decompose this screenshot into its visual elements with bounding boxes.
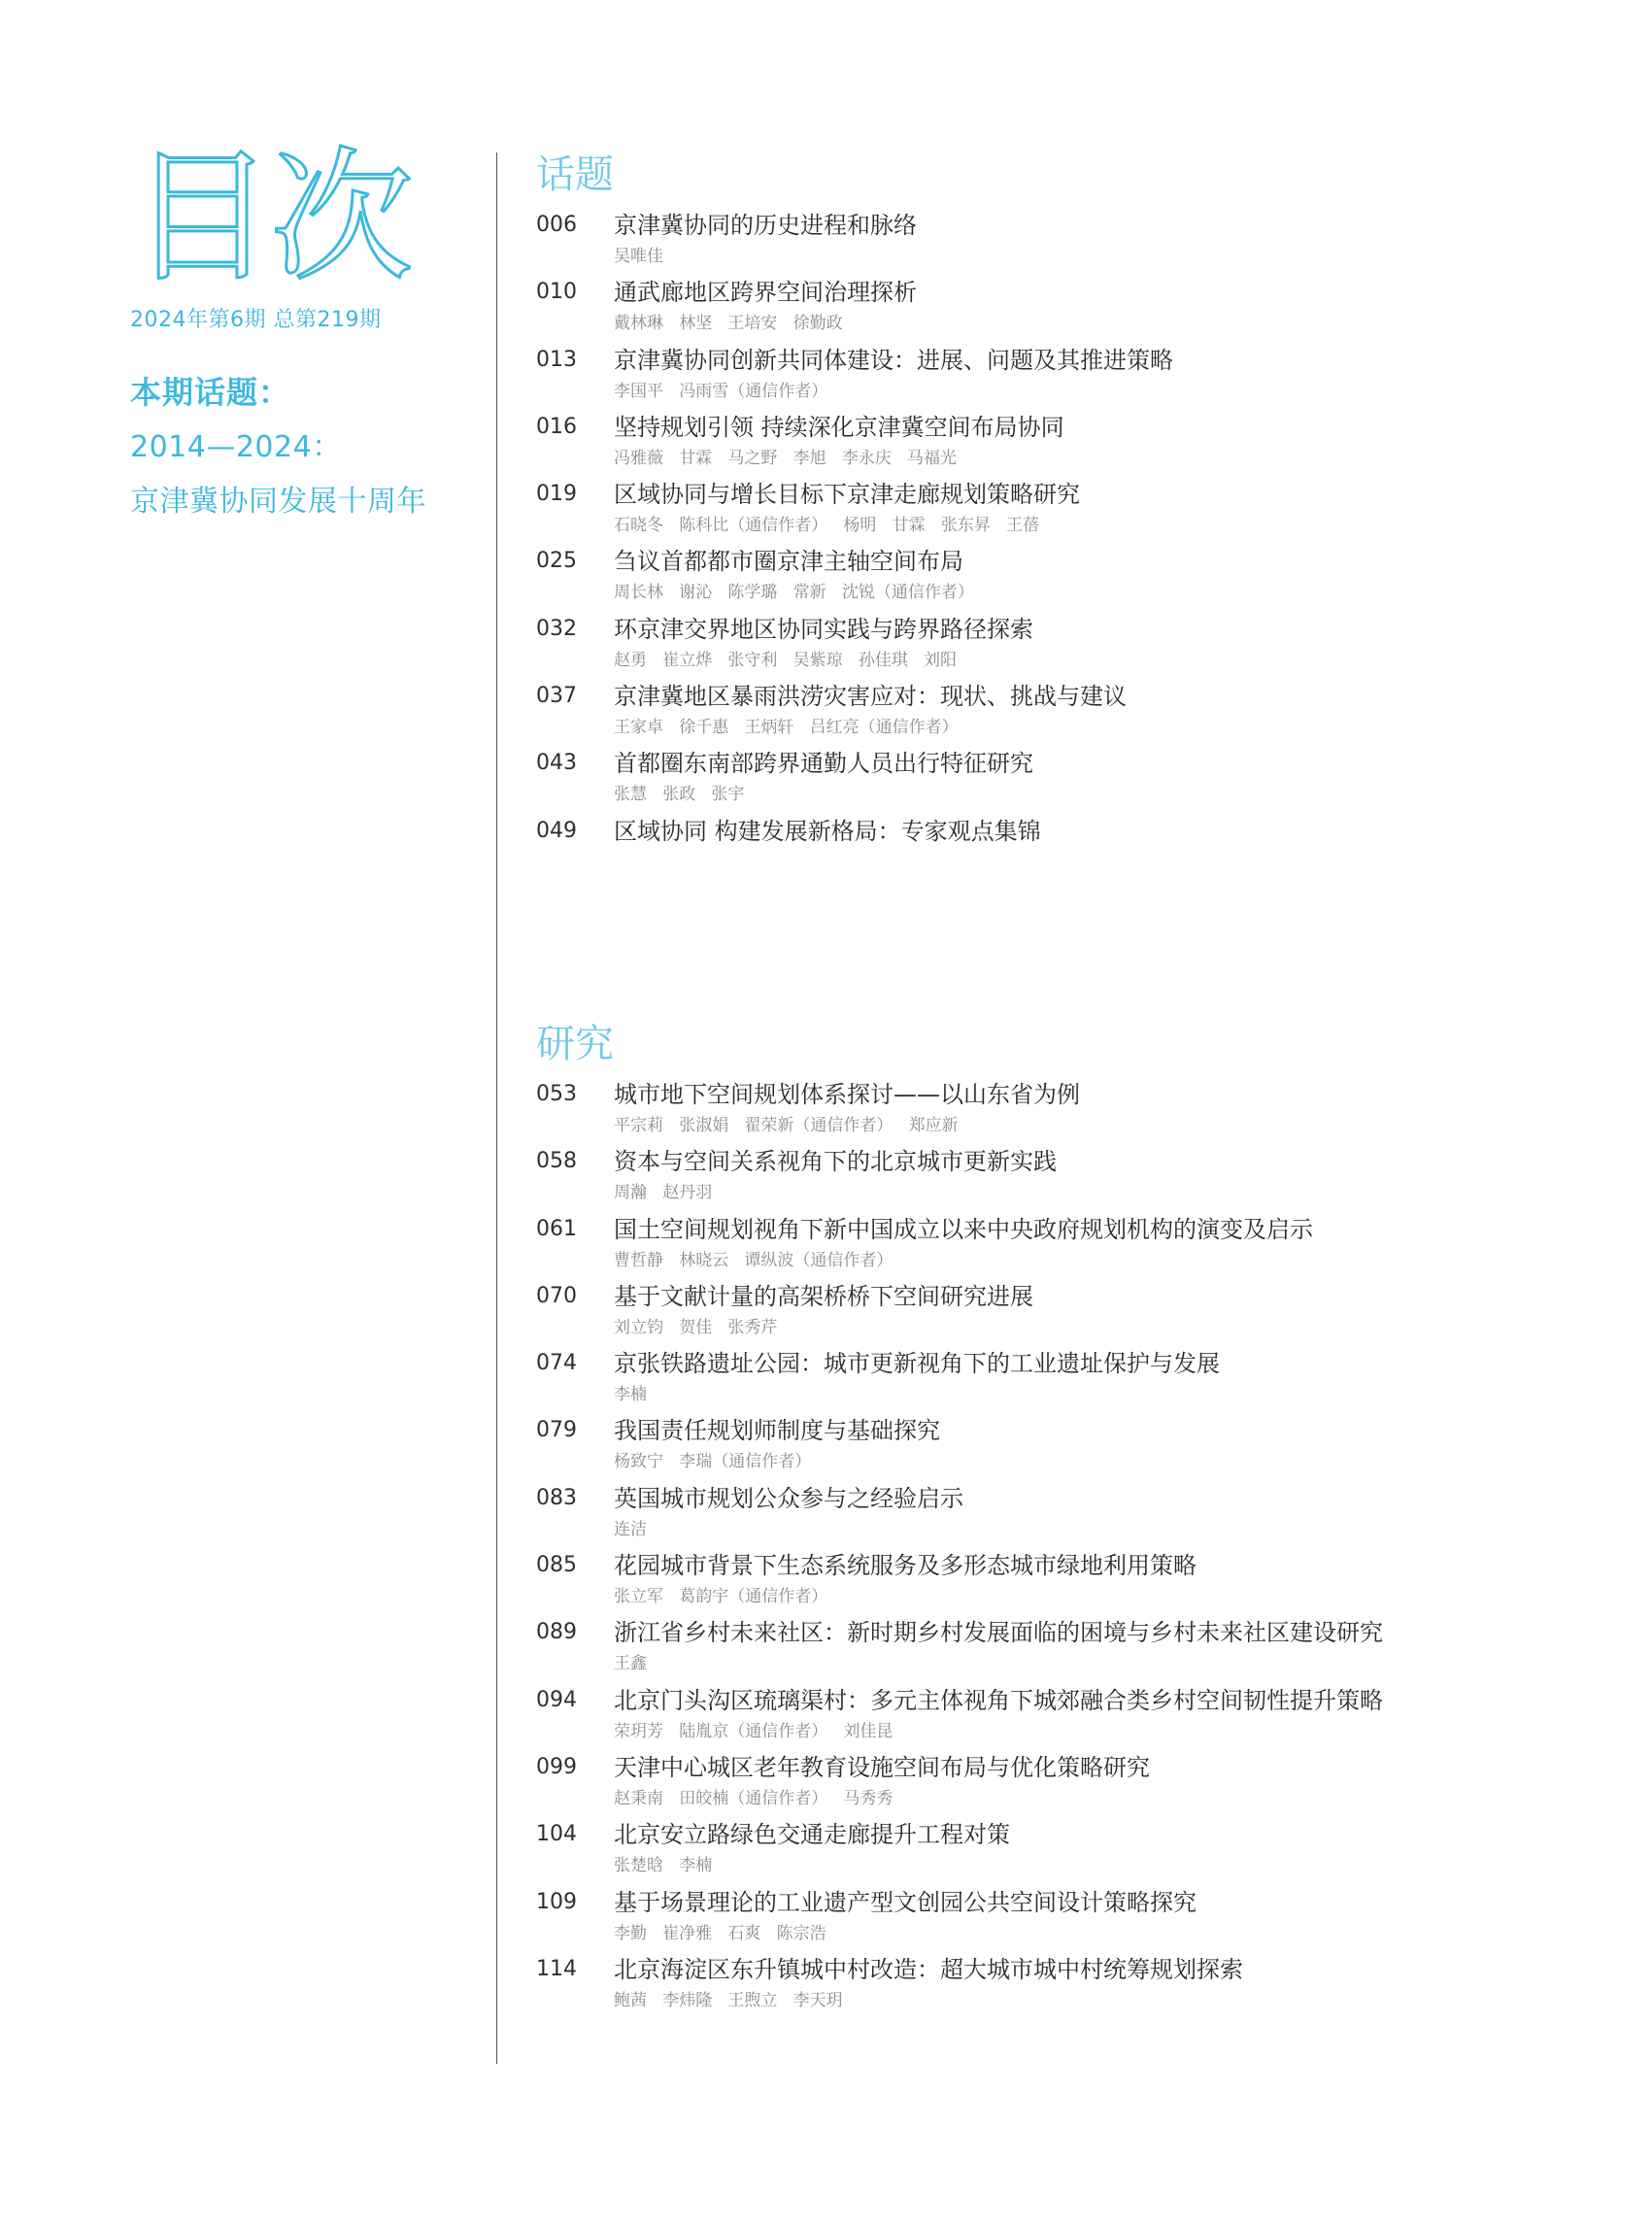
- entry-page-number: 074: [536, 1351, 577, 1376]
- section-title: 话题: [536, 152, 614, 197]
- entry-authors: 吴唯佳: [614, 247, 663, 266]
- entry-authors: 李楠: [614, 1385, 647, 1405]
- entry-authors: 平宗莉 张淑娟 翟荣新（通信作者） 郑应新: [614, 1116, 959, 1135]
- entry-title[interactable]: 北京门头沟区琉璃渠村：多元主体视角下城郊融合类乡村空间韧性提升策略: [614, 1686, 1383, 1714]
- entry-title[interactable]: 基于文献计量的高架桥桥下空间研究进展: [614, 1282, 1033, 1310]
- vertical-divider: [496, 152, 497, 2064]
- entry-page-number: 085: [536, 1553, 577, 1578]
- entry-authors: 张慧 张政 张宇: [614, 785, 745, 805]
- toc-entry[interactable]: [536, 1753, 1624, 1820]
- entry-authors: 曹哲静 林晓云 谭纵波（通信作者）: [614, 1250, 893, 1270]
- entry-title[interactable]: 国土空间规划视角下新中国成立以来中央政府规划机构的演变及启示: [614, 1215, 1313, 1243]
- entry-authors: 戴林琳 林坚 王培安 徐勤政: [614, 314, 843, 334]
- entry-title[interactable]: 通武廊地区跨界空间治理探析: [614, 279, 917, 307]
- entry-page-number: 037: [536, 684, 577, 709]
- toc-entry[interactable]: [536, 1820, 1624, 1887]
- toc-entry[interactable]: [536, 749, 1624, 816]
- entry-authors: 张立军 葛韵宇（通信作者）: [614, 1587, 828, 1607]
- entry-title[interactable]: 英国城市规划公众参与之经验启示: [614, 1484, 963, 1512]
- toc-entry[interactable]: [536, 1147, 1624, 1214]
- entry-page-number: 043: [536, 751, 577, 776]
- entry-page-number: 010: [536, 280, 577, 305]
- topic-line-2: 京津冀协同发展十周年: [130, 485, 426, 519]
- issue-number: 2024年第6期 总第219期: [130, 308, 382, 332]
- entry-authors: 赵秉南 田皎楠（通信作者） 马秀秀: [614, 1788, 893, 1808]
- toc-entry[interactable]: [536, 1080, 1624, 1147]
- toc-entry[interactable]: [536, 480, 1624, 547]
- entry-page-number: 089: [536, 1620, 577, 1645]
- section-research: [536, 1022, 1624, 2022]
- entry-title[interactable]: 京津冀协同创新共同体建设：进展、问题及其推进策略: [614, 346, 1173, 374]
- entry-title[interactable]: 城市地下空间规划体系探讨——以山东省为例: [614, 1081, 1080, 1108]
- entry-page-number: 099: [536, 1754, 577, 1779]
- entry-authors: 周瀚 赵丹羽: [614, 1183, 713, 1203]
- toc-entry[interactable]: [536, 1955, 1624, 2022]
- toc-entry[interactable]: [536, 1349, 1624, 1416]
- section-topic: [536, 152, 1624, 884]
- entry-title[interactable]: 坚持规划引领 持续深化京津冀空间布局协同: [614, 413, 1064, 441]
- entry-title[interactable]: 环京津交界地区协同实践与跨界路径探索: [614, 615, 1033, 643]
- entry-page-number: 006: [536, 213, 577, 237]
- toc-entry[interactable]: [536, 1282, 1624, 1349]
- toc-entry[interactable]: [536, 1416, 1624, 1483]
- entry-title[interactable]: 天津中心城区老年教育设施空间布局与优化策略研究: [614, 1753, 1150, 1781]
- entry-authors: 杨致宁 李瑞（通信作者）: [614, 1452, 812, 1472]
- entry-page-number: 058: [536, 1149, 577, 1174]
- entry-page-number: 114: [536, 1956, 577, 1981]
- entry-authors: 刘立钧 贺佳 张秀芹: [614, 1317, 778, 1337]
- entry-title[interactable]: 花园城市背景下生态系统服务及多形态城市绿地利用策略: [614, 1552, 1197, 1580]
- toc-entry[interactable]: [536, 1686, 1624, 1753]
- entry-title[interactable]: 浙江省乡村未来社区：新时期乡村发展面临的困境与乡村未来社区建设研究: [614, 1619, 1383, 1647]
- entry-page-number: 053: [536, 1082, 577, 1106]
- page-title: 目次: [130, 134, 410, 301]
- entry-authors: 张楚晗 李楠: [614, 1856, 713, 1876]
- topic-line-1: 2014—2024：: [130, 430, 342, 464]
- toc-entry[interactable]: [536, 682, 1624, 749]
- entry-page-number: 083: [536, 1485, 577, 1510]
- entry-authors: 周长林 谢沁 陈学璐 常新 沈锐（通信作者）: [614, 583, 974, 603]
- toc-entry[interactable]: [536, 413, 1624, 480]
- entry-authors: 赵勇 崔立烨 张守利 吴紫琼 孙佳琪 刘阳: [614, 650, 958, 670]
- entry-title[interactable]: 刍议首都都市圈京津主轴空间布局: [614, 548, 963, 576]
- entry-page-number: 032: [536, 616, 577, 641]
- toc-entry[interactable]: [536, 615, 1624, 682]
- entry-authors: 王鑫: [614, 1654, 647, 1674]
- toc-entry[interactable]: [536, 1888, 1624, 1955]
- entry-authors: 石晓冬 陈科比（通信作者） 杨明 甘霖 张东昇 王蓓: [614, 516, 1040, 536]
- entry-title[interactable]: 区域协同与增长目标下京津走廊规划策略研究: [614, 481, 1080, 509]
- entry-authors: 李勤 崔净雅 石爽 陈宗浩: [614, 1923, 826, 1943]
- entry-page-number: 025: [536, 549, 577, 574]
- topic-label: 本期话题：: [130, 374, 291, 411]
- toc-entry[interactable]: [536, 1215, 1624, 1282]
- section-title: 研究: [536, 1022, 614, 1066]
- entry-page-number: 061: [536, 1216, 577, 1241]
- entry-title[interactable]: 首都圈东南部跨界通勤人员出行特征研究: [614, 750, 1033, 778]
- entry-page-number: 109: [536, 1889, 577, 1914]
- entry-page-number: 094: [536, 1687, 577, 1712]
- toc-entry[interactable]: [536, 278, 1624, 345]
- entry-page-number: 070: [536, 1283, 577, 1308]
- entry-page-number: 019: [536, 482, 577, 507]
- toc-entry[interactable]: [536, 211, 1624, 278]
- entry-list: [536, 211, 1624, 884]
- entry-title[interactable]: 我国责任规划师制度与基础探究: [614, 1417, 940, 1445]
- entry-authors: 冯雅薇 甘霖 马之野 李旭 李永庆 马福光: [614, 448, 958, 468]
- entry-title[interactable]: 京津冀地区暴雨洪涝灾害应对：现状、挑战与建议: [614, 683, 1127, 711]
- entry-authors: 连洁: [614, 1519, 647, 1539]
- entry-list: [536, 1080, 1624, 2022]
- entry-page-number: 079: [536, 1418, 577, 1443]
- toc-entry[interactable]: [536, 1484, 1624, 1551]
- entry-title[interactable]: 区域协同 构建发展新格局：专家观点集锦: [614, 817, 1041, 845]
- toc-entry[interactable]: [536, 1551, 1624, 1618]
- toc-entry[interactable]: [536, 1618, 1624, 1685]
- toc-entry[interactable]: [536, 817, 1624, 884]
- masthead: [130, 134, 480, 520]
- entry-title[interactable]: 基于场景理论的工业遗产型文创园公共空间设计策略探究: [614, 1888, 1197, 1916]
- entry-title[interactable]: 资本与空间关系视角下的北京城市更新实践: [614, 1148, 1057, 1176]
- entry-authors: 荣玥芳 陆胤京（通信作者） 刘佳昆: [614, 1721, 893, 1741]
- entry-title[interactable]: 北京安立路绿色交通走廊提升工程对策: [614, 1821, 1010, 1849]
- entry-page-number: 049: [536, 818, 577, 843]
- entry-title[interactable]: 京津冀协同的历史进程和脉络: [614, 212, 917, 239]
- toc-entry[interactable]: [536, 346, 1624, 413]
- entry-authors: 鲍茜 李炜隆 王煦立 李天玥: [614, 1990, 843, 2010]
- entry-authors: 王家卓 徐千惠 王炳轩 吕红亮（通信作者）: [614, 718, 959, 738]
- entry-page-number: 016: [536, 414, 577, 439]
- entry-page-number: 013: [536, 347, 577, 372]
- entry-title[interactable]: 京张铁路遗址公园：城市更新视角下的工业遗址保护与发展: [614, 1350, 1220, 1378]
- toc-entry[interactable]: [536, 547, 1624, 614]
- entry-page-number: 104: [536, 1822, 577, 1847]
- entry-title[interactable]: 北京海淀区东升镇城中村改造：超大城市城中村统筹规划探索: [614, 1955, 1243, 1983]
- entry-authors: 李国平 冯雨雪（通信作者）: [614, 381, 828, 401]
